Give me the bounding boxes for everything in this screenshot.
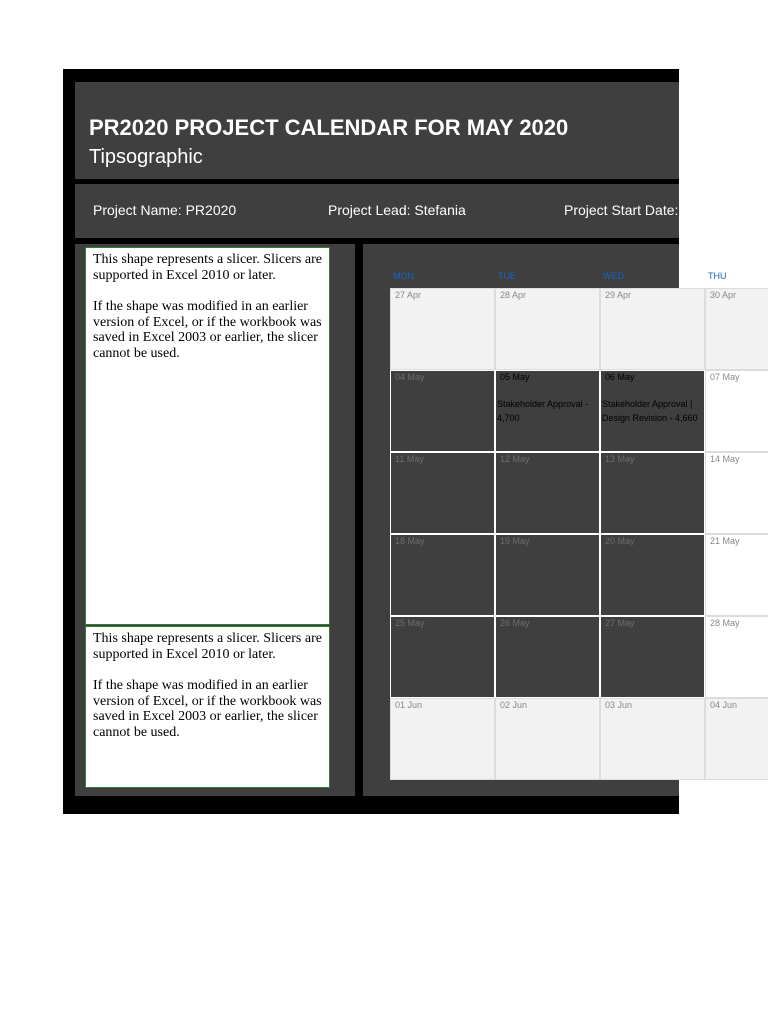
day-date: 12 May <box>500 454 530 464</box>
day-date: 06 May <box>605 372 635 382</box>
calendar-day-cell[interactable] <box>390 370 495 452</box>
calendar-day-cell[interactable] <box>705 698 768 780</box>
project-info-band <box>75 184 679 238</box>
day-date: 26 May <box>500 618 530 628</box>
calendar-day-cell[interactable] <box>600 534 705 616</box>
day-date: 05 May <box>500 372 530 382</box>
calendar-day-cell[interactable] <box>600 616 705 698</box>
calendar-day-cell[interactable] <box>495 616 600 698</box>
calendar-day-cell[interactable] <box>390 698 495 780</box>
calendar-day-cell[interactable] <box>390 288 495 370</box>
day-date: 27 May <box>605 618 635 628</box>
day-date: 18 May <box>395 536 425 546</box>
calendar-day-cell[interactable] <box>495 288 600 370</box>
day-date: 07 May <box>710 372 740 382</box>
day-date: 14 May <box>710 454 740 464</box>
slicer-notice: This shape represents a slicer. Slicers are supported in Excel 2010 or later. <box>93 631 322 662</box>
calendar-day-cell[interactable] <box>495 452 600 534</box>
day-date: 29 Apr <box>605 290 632 300</box>
slicer-notice: This shape represents a slicer. Slicers are supported in Excel 2010 or later. <box>93 252 322 283</box>
project-lead: Project Lead: Stefania <box>328 202 466 218</box>
day-date: 04 May <box>395 372 425 382</box>
day-date: 30 Apr <box>710 290 737 300</box>
day-date: 28 Apr <box>500 290 527 300</box>
day-date: 13 May <box>605 454 635 464</box>
day-date: 02 Jun <box>500 700 528 710</box>
calendar-day-cell[interactable] <box>600 698 705 780</box>
calendar-day-cell[interactable] <box>495 534 600 616</box>
day-date: 04 Jun <box>710 700 738 710</box>
day-date: 19 May <box>500 536 530 546</box>
calendar-grid <box>390 268 768 780</box>
calendar-event[interactable]: Stakeholder Approval - 4,700 <box>497 399 589 423</box>
day-date: 11 May <box>395 454 424 464</box>
weekday-header: THU <box>708 271 727 281</box>
calendar-event[interactable]: Stakeholder Approval | Design Revision - 4,660 <box>602 399 698 423</box>
calendar-day-cell[interactable] <box>495 698 600 780</box>
weekday-header: TUE <box>498 271 516 281</box>
day-date: 27 Apr <box>395 290 422 300</box>
calendar-day-cell[interactable] <box>705 616 768 698</box>
slicer-placeholder[interactable] <box>85 626 330 788</box>
weekday-header: WED <box>603 271 624 281</box>
calendar-day-cell[interactable] <box>705 370 768 452</box>
project-name: Project Name: PR2020 <box>93 202 237 218</box>
slicer-compat-note: If the shape was modified in an earlier version of Excel, or if the workbook was saved in Excel 2003 or earlier, the slicer cannot be used. <box>93 678 322 740</box>
calendar-day-cell[interactable] <box>600 288 705 370</box>
calendar-day-cell[interactable] <box>390 452 495 534</box>
calendar-day-cell[interactable] <box>390 534 495 616</box>
calendar-day-cell[interactable] <box>600 370 705 452</box>
day-date: 20 May <box>605 536 635 546</box>
calendar-day-cell[interactable] <box>705 534 768 616</box>
slicer-compat-note: If the shape was modified in an earlier version of Excel, or if the workbook was saved in Excel 2003 or earlier, the slicer cannot be used. <box>93 299 322 361</box>
day-date: 21 May <box>710 536 740 546</box>
slicer-panel <box>75 244 355 796</box>
weekday-header: MON <box>393 271 414 281</box>
day-date: 28 May <box>710 618 740 628</box>
day-date: 01 Jun <box>395 700 423 710</box>
project-start-date: Project Start Date: <box>564 202 679 218</box>
title-band <box>75 82 679 179</box>
page-title: PR2020 PROJECT CALENDAR FOR MAY 2020 <box>89 115 569 140</box>
calendar-day-cell[interactable] <box>495 370 600 452</box>
page-subtitle: Tipsographic <box>89 146 203 168</box>
calendar-day-cell[interactable] <box>705 452 768 534</box>
day-date: 25 May <box>395 618 425 628</box>
calendar-day-cell[interactable] <box>705 288 768 370</box>
day-date: 03 Jun <box>605 700 633 710</box>
calendar-day-cell[interactable] <box>600 452 705 534</box>
slicer-placeholder[interactable] <box>85 247 330 625</box>
calendar-day-cell[interactable] <box>390 616 495 698</box>
